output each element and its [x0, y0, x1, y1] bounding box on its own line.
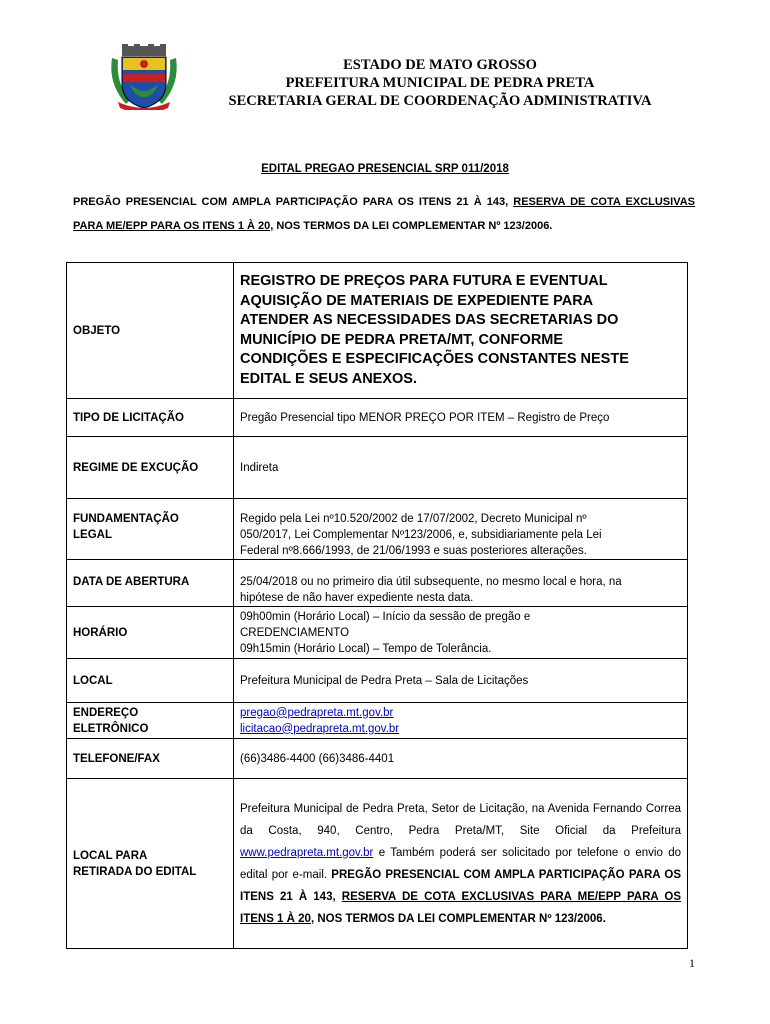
horario-line: 09h00min (Horário Local) – Início da sessão de pregão e [240, 610, 531, 623]
value-telefone: (66)3486-4400 (66)3486-4401 [234, 739, 688, 779]
retirada-reserva-cota: RESERVA DE COTA EXCLUSIVAS PARA ME/EPP PARA OS ITENS 1 À 20, [240, 890, 682, 925]
value-horario [234, 607, 688, 659]
data-abertura-line: hipótese de não haver expediente nesta data. [240, 592, 474, 604]
objeto-line: AQUISIÇÃO DE MATERIAIS DE EXPEDIENTE PARA [240, 292, 594, 309]
value-tipo-licitacao: Pregão Presencial tipo MENOR PREÇO POR ITEM – Registro de Preço [234, 399, 688, 437]
value-regime: Indireta [234, 437, 688, 499]
retirada-text2: e Também poderá ser solicitado por telefone o envio do edital por e-mail. [240, 846, 681, 881]
data-abertura-line: 25/04/2018 ou no primeiro dia útil subsequente, no mesmo local e hora, na [240, 576, 622, 588]
table-row-horario [67, 607, 688, 659]
header-secretaria: SECRETARIA GERAL DE COORDENAÇÃO ADMINISTRATIVA [228, 93, 652, 109]
horario-line: CREDENCIAMENTO [240, 626, 350, 639]
objeto-line: CONDIÇÕES E ESPECIFICAÇÕES CONSTANTES NESTE [240, 351, 629, 367]
label-horario: HORÁRIO [67, 607, 234, 659]
retirada-bold2: NOS TERMOS DA LEI COMPLEMENTAR Nº 123/2006. [314, 912, 606, 925]
label-retirada-line1: LOCAL PARA [73, 849, 148, 862]
intro-paragraph [73, 190, 695, 238]
label-retirada [67, 779, 234, 949]
label-fundamentacao-line2: LEGAL [73, 529, 112, 541]
fundamentacao-line: Federal nº8.666/1993, de 21/06/1993 e suas posteriores alterações. [240, 545, 587, 557]
municipal-crest-logo [108, 44, 180, 110]
value-local: Prefeitura Municipal de Pedra Preta – Sala de Licitações [234, 659, 688, 703]
fundamentacao-line: 050/2017, Lei Complementar Nº123/2006, e, subsidiariamente pela Lei [240, 529, 602, 541]
objeto-line: ATENDER AS NECESSIDADES DAS SECRETARIAS DO [240, 312, 619, 328]
label-endereco-line2: ELETRÔNICO [73, 722, 149, 735]
label-regime: REGIME DE EXCUÇÃO [67, 437, 234, 499]
intro-part1: PREGÃO PRESENCIAL COM AMPLA PARTICIPAÇÃO PARA OS ITENS 21 À 143, [73, 196, 514, 208]
label-endereco [67, 703, 234, 739]
label-data-abertura: DATA DE ABERTURA [67, 560, 234, 607]
table-row-regime [67, 437, 688, 499]
retirada-bold1: PREGÃO PRESENCIAL COM AMPLA PARTICIPAÇÃO PARA OS ITENS 21 À 143, [240, 868, 681, 903]
label-retirada-line2: RETIRADA DO EDITAL [73, 865, 197, 878]
fundamentacao-line: Regido pela Lei nº10.520/2002 de 17/07/2002, Decreto Municipal nº [240, 513, 587, 525]
table-row-data-abertura [67, 560, 688, 607]
value-fundamentacao [234, 499, 688, 560]
label-local: LOCAL [67, 659, 234, 703]
label-endereco-line1: ENDEREÇO [73, 706, 139, 719]
email-pregao-link[interactable]: pregao@pedrapreta.mt.gov.br [240, 706, 394, 719]
objeto-line: REGISTRO DE PREÇOS PARA FUTURA E EVENTUAL [240, 273, 608, 289]
document-header [190, 56, 690, 110]
table-row-telefone [67, 739, 688, 779]
value-endereco [234, 703, 688, 739]
horario-line: 09h15min (Horário Local) – Tempo de Tolerância. [240, 642, 492, 655]
edital-info-table [66, 262, 688, 949]
label-fundamentacao-line1: FUNDAMENTAÇÃO [73, 513, 179, 525]
label-tipo-licitacao: TIPO DE LICITAÇÃO [67, 399, 234, 437]
page-number: 1 [689, 956, 695, 970]
table-row-tipo [67, 399, 688, 437]
value-objeto [234, 263, 688, 399]
label-objeto: OBJETO [67, 263, 234, 399]
header-state: ESTADO DE MATO GROSSO [343, 57, 537, 73]
intro-part3: NOS TERMOS DA LEI COMPLEMENTAR Nº 123/2006. [273, 220, 553, 232]
value-data-abertura [234, 560, 688, 607]
header-prefeitura: PREFEITURA MUNICIPAL DE PEDRA PRETA [285, 75, 595, 91]
intro-reserva-cota: RESERVA DE COTA EXCLUSIVAS PARA ME/EPP PARA OS ITENS 1 À 20, [73, 196, 695, 232]
label-fundamentacao [67, 499, 234, 560]
email-licitacao-link[interactable]: licitacao@pedrapreta.mt.gov.br [240, 722, 400, 735]
objeto-line: MUNICÍPIO DE PEDRA PRETA/MT, CONFORME [240, 331, 564, 348]
table-row-fundamentacao [67, 499, 688, 560]
retirada-text1: Prefeitura Municipal de Pedra Preta, Setor de Licitação, na Avenida Fernando Correa da Costa, 940, Centro, Pedra Preta/MT, Site Oficial da Prefeitura [240, 802, 681, 837]
table-row-retirada [67, 779, 688, 949]
edital-title: EDITAL PREGAO PRESENCIAL SRP 011/2018 [261, 163, 509, 175]
table-row-objeto [67, 263, 688, 399]
label-telefone: TELEFONE/FAX [67, 739, 234, 779]
table-row-endereco [67, 703, 688, 739]
value-retirada [234, 779, 688, 949]
site-link[interactable]: www.pedrapreta.mt.gov.br [240, 846, 374, 859]
objeto-line: EDITAL E SEUS ANEXOS. [240, 370, 417, 387]
table-row-local [67, 659, 688, 703]
